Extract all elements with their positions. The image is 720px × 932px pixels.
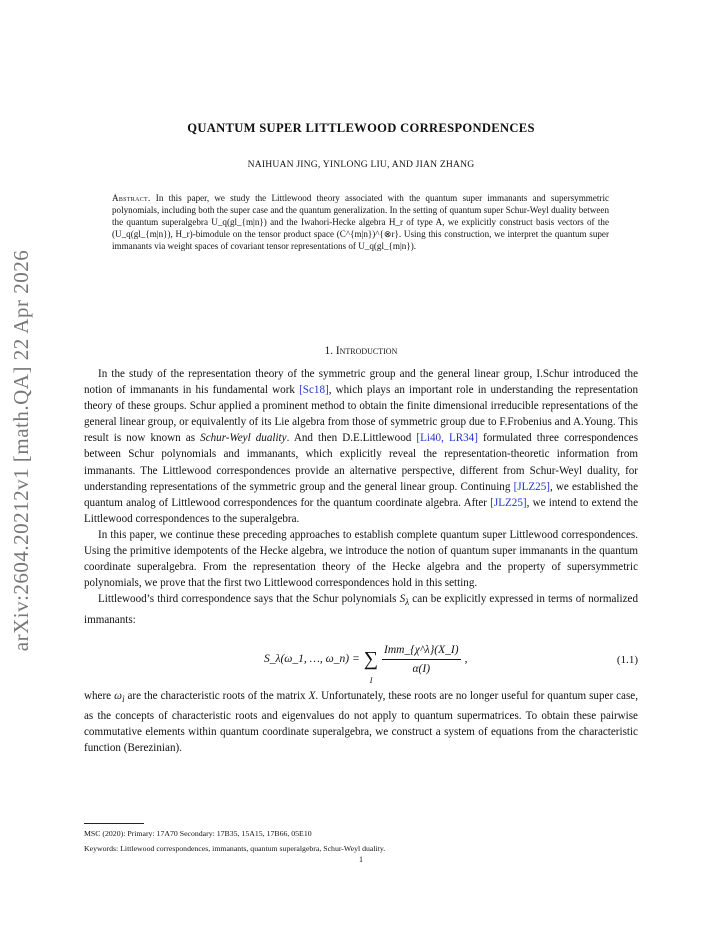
fraction-denominator: α(I) bbox=[412, 662, 431, 675]
abstract bbox=[112, 192, 609, 252]
equation-body bbox=[264, 642, 468, 686]
citation-lr34[interactable]: LR34] bbox=[448, 432, 478, 445]
emphasis-schur-weyl: Schur-Weyl duality bbox=[200, 432, 287, 445]
footnotes bbox=[84, 826, 638, 856]
abstract-text: In this paper, we study the Littlewood theory associated with the quantum super immanants and supersymmetric polynomials, including both the super case and the quantum generalization. In the setting of quantum super Schur-Weyl duality between the quantum superalgebra U_q(gl_{m|n}) and the Iwahori-Hecke algebra H_r of type A, we explicitly construct basis vectors of the (U_q(gl_{m|n}), H_r)-bimodule on the tensor product space (C^{m|n})^{⊗r}. Using this construction, we interpret the quantum super immanants via weight spaces of covariant tensor representations of U_q(gl_{m|n}). bbox=[112, 193, 610, 252]
abstract-label: Abstract. bbox=[112, 193, 151, 203]
summation-symbol: ∑ I bbox=[364, 649, 378, 669]
paragraph-2: In this paper, we continue these preceding approaches to establish complete quantum super Littlewood correspondences. Using the primitive idempotents of the Hecke algebra, we introduce the notion of quantum super immanants in the quantum coordinate superalgebra. From the representation theory of the Hecke algebra and the property of supersymmetric polynomials, we prove that the first two Littlewood correspondences hold in this setting. bbox=[84, 528, 638, 590]
paragraph-3 bbox=[84, 591, 638, 627]
citation-separator: , bbox=[441, 432, 449, 445]
equation-fraction bbox=[382, 642, 461, 677]
text-run: , we intend to extend the Littlewood correspondences to the superalgebra. bbox=[84, 496, 638, 525]
math-s-lambda: $S_\lambda$ bbox=[399, 593, 410, 609]
paragraph-4 bbox=[84, 688, 638, 757]
footnote-msc: MSC (2020): Primary: 17A70 Secondary: 17B35, 15A15, 17B66, 05E10 bbox=[84, 829, 312, 838]
math-x: X bbox=[308, 689, 316, 702]
sum-index: I bbox=[369, 676, 373, 686]
equation-1-1 bbox=[84, 634, 638, 684]
footnote-keywords: Keywords: Littlewood correspondences, immanants, quantum superalgebra, Schur-Weyl duality. bbox=[84, 844, 386, 853]
text-run: , we established the quantum analog of Littlewood correspondences for the quantum coordinate algebra. After bbox=[84, 480, 638, 509]
text-run: are the characteristic roots of the matrix bbox=[124, 689, 309, 702]
text-run: can be explicitly expressed in terms of normalized immanants: bbox=[84, 593, 638, 626]
citation-sc18[interactable]: [Sc18] bbox=[299, 384, 329, 397]
section-heading bbox=[84, 345, 638, 357]
citation-jlz25[interactable]: [JLZ25] bbox=[513, 480, 550, 493]
text-run: where bbox=[84, 689, 115, 702]
section-title: Introduction bbox=[335, 345, 398, 357]
fraction-numerator: Imm_{χ^λ}(X_I) bbox=[382, 642, 461, 660]
equation-comma: , bbox=[464, 653, 468, 666]
math-omega-i: $\omega_i$ bbox=[114, 689, 125, 705]
text-run: . And then D.E.Littlewood bbox=[286, 432, 417, 445]
text-run: In the study of the representation theory of the symmetric group and the general linear group, I.Schur introduced the notion of immanants in his fundamental work bbox=[84, 368, 638, 397]
page-number: 1 bbox=[359, 855, 363, 864]
text-run: formulated three correspondences between Schur polynomials and immanants, which explicitly reveal the representation-theoretic information from immanants. The Littlewood correspondences provide an alternative perspective, different from Schur-Weyl duality, for understanding representations of the symmetric group and the general linear group. Continuing bbox=[84, 432, 639, 493]
section-number: 1. bbox=[324, 345, 334, 357]
equation-lhs: S_λ(ω_1, …, ω_n) = bbox=[264, 653, 360, 666]
text-run: , which plays an important role in understanding the representation theory of these groups. Schur applied a prominent method to obtain the finite dimensional irreducible representations of the general linear group, or equivalently of its Lie algebra from those of symmetric group due to F.Frobenius and A.Young. This result is now known as bbox=[84, 384, 638, 445]
paper-authors: NAIHUAN JING, YINLONG LIU, AND JIAN ZHANG bbox=[247, 159, 475, 170]
paragraph-1 bbox=[84, 366, 638, 527]
text-run: Littlewood’s third correspondence says that the Schur polynomials bbox=[98, 593, 400, 606]
text-run: . Unfortunately, these roots are no longer useful for quantum super case, as the concepts of characteristic roots and eigenvalues do not apply to quantum supermatrices. To obtain these pairwise commutative elements within quantum coordinate superalgebra, we construct a system of equations from the characteristic function (Berezinian). bbox=[84, 689, 638, 755]
paper-title: QUANTUM SUPER LITTLEWOOD CORRESPONDENCES bbox=[187, 121, 535, 135]
arxiv-stamp-text: arXiv:2604.20212v1 [math.QA] 22 Apr 2026 bbox=[9, 249, 34, 651]
citation-jlz25-second[interactable]: [JLZ25] bbox=[490, 496, 527, 509]
body-text bbox=[84, 366, 638, 756]
citation-li40[interactable]: [Li40 bbox=[416, 432, 442, 445]
footnote-rule bbox=[84, 823, 144, 824]
arxiv-stamp bbox=[4, 240, 40, 660]
equation-number: (1.1) bbox=[616, 653, 638, 666]
